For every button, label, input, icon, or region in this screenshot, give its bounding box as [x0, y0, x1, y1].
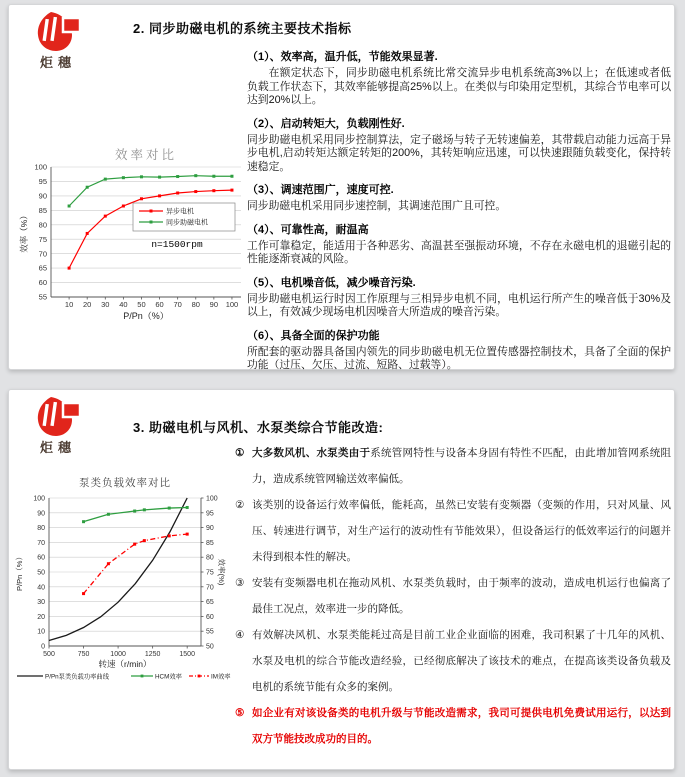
- svg-text:30: 30: [101, 300, 110, 309]
- spec-section: [247, 115, 671, 175]
- item-number: ①: [235, 447, 245, 459]
- list-item: [235, 570, 671, 622]
- svg-text:1250: 1250: [144, 651, 161, 658]
- spec-heading: （2）、启动转矩大，负载刚性好.: [247, 117, 405, 130]
- spec-section: [247, 221, 671, 267]
- spec-heading: （5）、电机噪音低，减少噪音污染.: [247, 276, 416, 289]
- svg-text:70: 70: [206, 584, 214, 592]
- svg-text:70: 70: [38, 249, 47, 259]
- logo: [21, 11, 95, 71]
- svg-text:100: 100: [206, 495, 218, 503]
- logo-text: 炬穗: [39, 440, 76, 455]
- list-item: [235, 700, 671, 752]
- svg-text:0: 0: [41, 643, 45, 651]
- svg-text:60: 60: [155, 300, 164, 309]
- panel-energy-saving: [8, 389, 675, 770]
- svg-text:100: 100: [225, 300, 239, 309]
- spec-heading: （3）、调速范围广，速度可控.: [247, 184, 394, 196]
- logo: [21, 396, 95, 456]
- svg-text:65: 65: [38, 263, 47, 273]
- spec-heading: （6）、具备全面的保护功能: [247, 329, 380, 342]
- panel1-title: 2. 同步助磁电机的系统主要技术指标: [133, 21, 352, 36]
- svg-text:50: 50: [206, 643, 214, 651]
- pump-load-efficiency-chart: [13, 470, 241, 688]
- item-number: ②: [235, 499, 245, 511]
- svg-text:85: 85: [206, 539, 214, 547]
- svg-text:70: 70: [173, 300, 182, 309]
- item-text: 安装有变频器电机在拖动风机、水泵类负载时，由于频率的波动，造成电机运行也偏离了最佳工况点，效率进一步的降低。: [252, 577, 671, 615]
- item-text: 有效解决风机、水泵类能耗过高是目前工业企业面临的困难，我司积累了十几年的风机、水泵及电机的综合节能改造经验，已经彻底解决了该技术的难点，在提高该类设备负载及电机的系统节能有众多的案例。: [252, 629, 671, 693]
- flame-logo-icon: [34, 11, 82, 53]
- item-text: 该类别的设备运行效率偏低，能耗高，虽然已安装有变频器（变频的作用，只对风量、风压、转速进行调节，对生产运行的波动性有节能效果），但设备运行的低效率运行的问题并未得到根本性的解决。: [252, 499, 671, 563]
- item-text: 如企业有对该设备类的电机升级与节能改造需求，我司可提供电机免费试用运行，以达到双方节能技改成功的目的。: [252, 707, 671, 745]
- svg-text:95: 95: [38, 177, 47, 187]
- flame-logo-icon: [34, 396, 82, 438]
- svg-text:1000: 1000: [110, 651, 126, 658]
- svg-text:泵类负载效率对比: 泵类负载效率对比: [79, 477, 171, 489]
- list-item: [235, 440, 671, 492]
- svg-text:20: 20: [37, 613, 45, 621]
- item-number: ③: [235, 577, 245, 589]
- svg-text:P/Pn（%）: P/Pn（%）: [123, 311, 169, 321]
- svg-text:80: 80: [206, 554, 214, 562]
- svg-text:55: 55: [38, 292, 47, 302]
- spec-body: 同步助磁电机采用同步控制算法，定子磁场与转子无转速偏差，其带载启动能力远高于异步电机,启动转矩达额定转矩的200%，其转矩响应迅速，可以快速跟随负载变化，保持转速稳定。: [247, 133, 671, 173]
- svg-text:75: 75: [38, 234, 47, 244]
- efficiency-comparison-chart: [17, 145, 249, 327]
- svg-text:HCM效率: HCM效率: [155, 673, 182, 681]
- svg-text:40: 40: [37, 584, 45, 592]
- svg-text:75: 75: [206, 569, 214, 577]
- svg-text:IM效率: IM效率: [211, 673, 231, 681]
- svg-text:20: 20: [83, 300, 92, 309]
- svg-text:10: 10: [37, 628, 45, 636]
- svg-text:P/Pn泵类负载功率曲线: P/Pn泵类负载功率曲线: [45, 673, 110, 681]
- svg-text:40: 40: [119, 300, 128, 309]
- svg-text:100: 100: [33, 495, 45, 503]
- svg-text:65: 65: [206, 599, 214, 607]
- svg-text:85: 85: [38, 205, 47, 215]
- panel-technical-specs: [8, 4, 675, 370]
- svg-text:50: 50: [37, 569, 45, 577]
- item-number: ④: [235, 629, 245, 641]
- svg-text:750: 750: [77, 651, 90, 658]
- svg-text:同步助磁电机: 同步助磁电机: [166, 219, 208, 227]
- svg-text:1500: 1500: [179, 651, 195, 658]
- item-number: ⑤: [235, 707, 245, 719]
- spec-section: [247, 181, 671, 214]
- svg-text:80: 80: [191, 300, 200, 309]
- logo-text: 炬穗: [39, 55, 76, 70]
- svg-text:100: 100: [34, 162, 47, 172]
- spec-body: 在额定状态下，同步助磁电机系统比常交流异步电机系统高3%以上；在低速或者低负载工作状态下，其效率能够提高25%以上。在类似与印染用定型机，其综合节电率可以达到20%以上。: [247, 67, 671, 106]
- svg-text:n=1500rpm: n=1500rpm: [151, 239, 203, 250]
- spec-body: 所配套的驱动器具备国内领先的同步助磁电机无位置传感器控制技术，具备了全面的保护功能（过压、欠压、过流、短路、过载等）。: [247, 345, 671, 371]
- spec-body: 同步助磁电机采用同步速控制，其调速范围广且可控。: [247, 200, 507, 212]
- spec-section: [247, 327, 671, 373]
- item-text: 大多数风机、水泵类由于系统管网特性与设备本身固有特性不匹配，由此增加管网系统阻力，造成系统管网输送效率偏低。: [252, 447, 671, 485]
- svg-text:80: 80: [37, 525, 45, 533]
- svg-text:55: 55: [206, 628, 214, 636]
- spec-section: [247, 48, 671, 108]
- spec-heading: （4）、可靠性高，耐温高: [247, 223, 369, 236]
- panel2-items: [235, 440, 671, 752]
- svg-text:转速（r/min）: 转速（r/min）: [98, 659, 152, 669]
- spec-section: [247, 274, 671, 320]
- svg-text:90: 90: [209, 300, 219, 309]
- svg-text:30: 30: [37, 599, 45, 607]
- spec-body: 工作可靠稳定，能适用于各种恶劣、高温甚至强振动环境，不存在永磁电机的退磁引起的性能逐渐衰减的风险。: [247, 239, 671, 265]
- svg-text:500: 500: [43, 651, 55, 658]
- svg-text:50: 50: [137, 300, 146, 309]
- svg-text:60: 60: [206, 613, 214, 621]
- svg-text:异步电机: 异步电机: [166, 208, 194, 216]
- svg-text:80: 80: [38, 220, 47, 230]
- svg-text:90: 90: [38, 191, 47, 201]
- svg-text:60: 60: [38, 278, 47, 288]
- svg-text:70: 70: [37, 539, 45, 547]
- svg-text:效率对比: 效率对比: [114, 148, 178, 162]
- svg-text:90: 90: [206, 525, 214, 533]
- svg-text:效率（%）: 效率（%）: [19, 211, 29, 253]
- svg-text:90: 90: [37, 510, 45, 518]
- spec-body: 同步助磁电机运行时因工作原理与三相异步电机不同，电机运行所产生的噪音低于30%及以上，有效减少现场电机因噪音大所造成的噪音污染。: [247, 292, 671, 318]
- list-item: [235, 622, 671, 700]
- panel2-title: 3. 助磁电机与风机、水泵类综合节能改造:: [133, 420, 384, 435]
- svg-text:60: 60: [37, 554, 45, 562]
- svg-text:效率(%): 效率(%): [217, 558, 226, 586]
- svg-text:P/Pn（%）: P/Pn（%）: [15, 553, 24, 591]
- list-item: [235, 492, 671, 570]
- svg-text:95: 95: [206, 510, 214, 518]
- svg-text:10: 10: [64, 300, 74, 309]
- spec-heading: （1）、效率高，温升低，节能效果显著.: [247, 51, 438, 63]
- panel1-text-column: [247, 41, 671, 373]
